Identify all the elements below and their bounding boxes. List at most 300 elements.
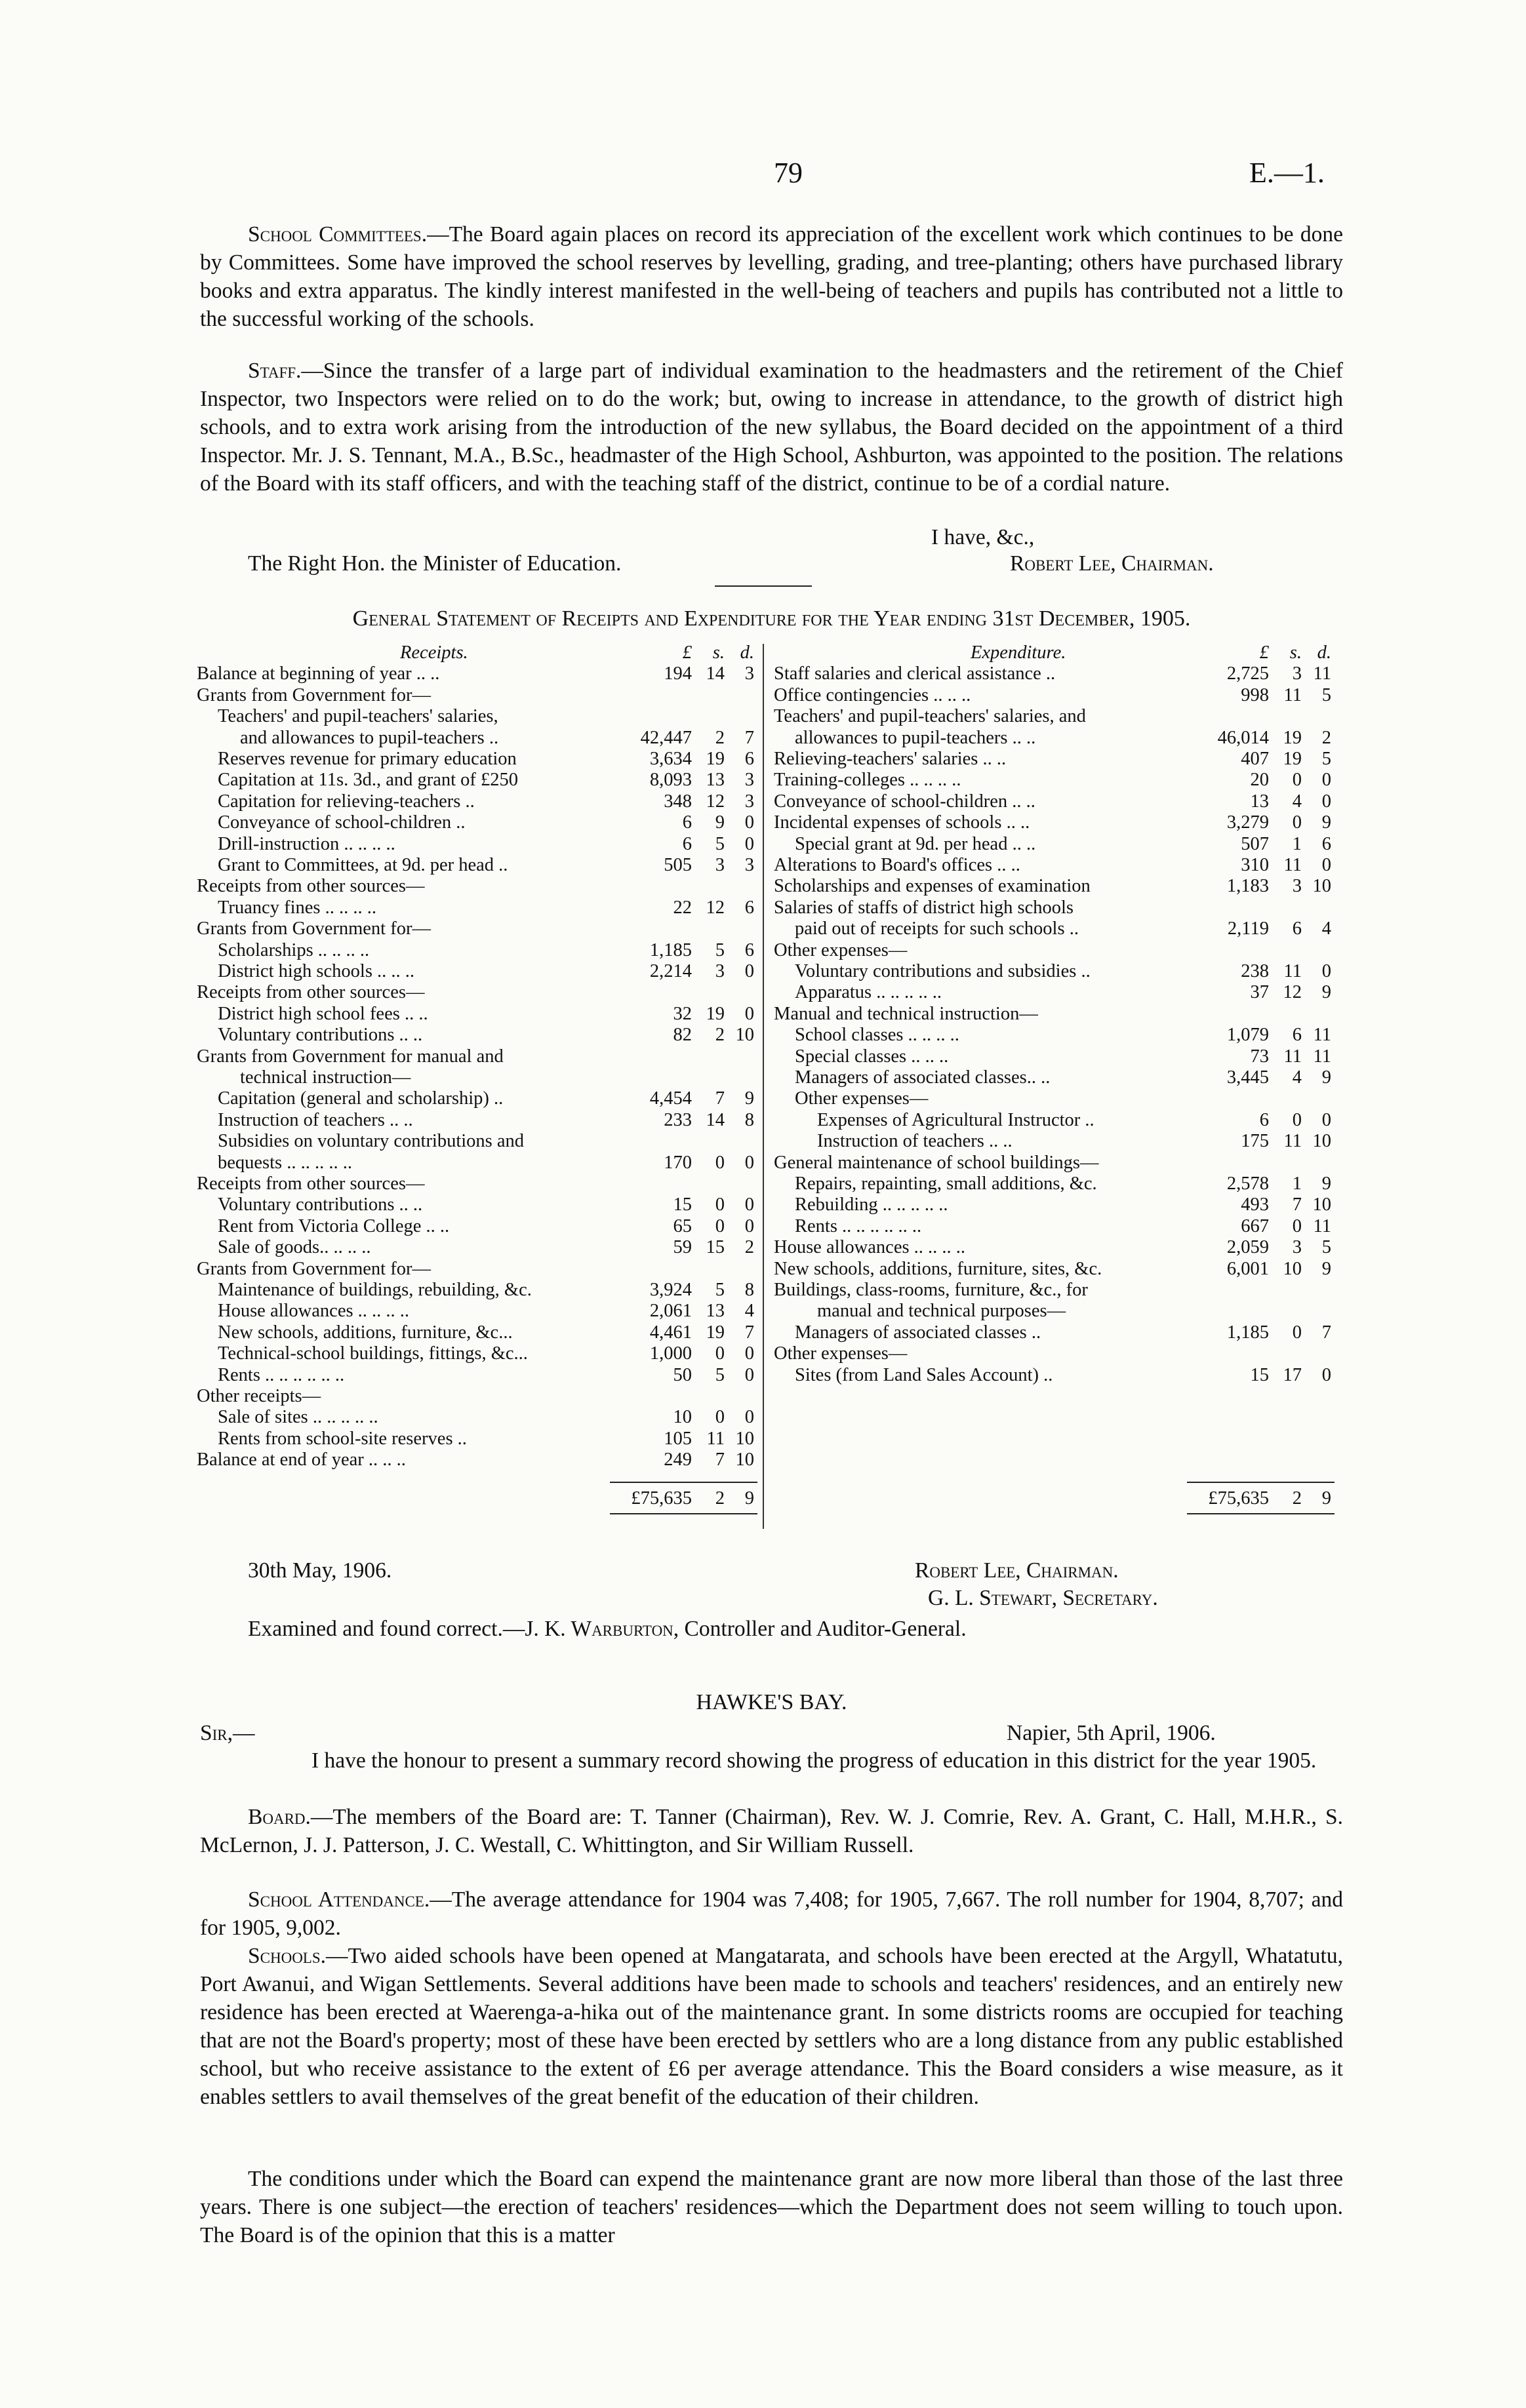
receipts-amount-pounds: 348 (664, 791, 692, 812)
expenditure-amount-shillings: 0 (1292, 812, 1302, 833)
expenditure-label: Special classes .. .. .. (795, 1046, 949, 1067)
receipts-label: New schools, additions, furniture, &c... (218, 1322, 513, 1343)
expenditure-row (774, 1280, 1331, 1301)
auditor-name: J. K. Warburton (525, 1617, 673, 1641)
receipts-label: Maintenance of buildings, rebuilding, &c. (218, 1280, 532, 1300)
receipts-label: technical instruction— (240, 1067, 411, 1088)
receipts-row (197, 1088, 754, 1109)
receipts-amount-pence: 3 (744, 855, 754, 875)
receipts-amount-pounds: 2,214 (649, 961, 692, 981)
expenditure-amount-pounds: 46,014 (1217, 728, 1269, 748)
expenditure-amount-pence: 0 (1321, 791, 1331, 812)
receipts-amount-shillings: 19 (706, 1004, 725, 1024)
expenditure-amount-pounds: 407 (1241, 749, 1269, 769)
receipts-label: Balance at beginning of year .. .. (197, 663, 440, 684)
receipts-row (197, 1131, 754, 1152)
receipts-amount-shillings: 5 (715, 1365, 725, 1385)
receipts-label: Other receipts— (197, 1386, 321, 1406)
expenditure-amount-shillings: 12 (1283, 982, 1302, 1002)
receipts-amount-pence: 3 (744, 791, 754, 812)
expenditure-amount-shillings: 11 (1283, 685, 1302, 705)
expenditure-amount-pounds: 73 (1250, 1046, 1269, 1067)
expenditure-label: Expenses of Agricultural Instructor .. (817, 1110, 1094, 1130)
staff-text: —Since the transfer of a large part of individual examination to the headmasters and the retirement of the Chief Inspector, two Inspectors were relied on to do the work; but, owing to increase in attendance, to the growth of district high schools, and to extra work arising from the introduction of the new syllabus, the Board decided on the appointment of a third Inspector. Mr. J. S. Tennant, M.A., B.Sc., headmaster of the High School, Ashburton, was appointed to the position. The relations of the Board with its staff officers, and with the teaching staff of the district, continue to be of a cordial nature. (200, 359, 1343, 496)
receipts-label: Drill-instruction .. .. .. .. (218, 834, 395, 854)
expenditure-row (774, 1216, 1331, 1237)
receipts-amount-pence: 2 (744, 1237, 754, 1257)
receipts-amount-pounds: 3,634 (649, 749, 692, 769)
expenditure-label: Other expenses— (774, 940, 908, 960)
expenditure-row (774, 855, 1331, 876)
expenditure-amount-pence: 11 (1313, 1216, 1331, 1236)
expenditure-label: Apparatus .. .. .. .. .. (795, 982, 942, 1002)
expenditure-amount-pence: 6 (1321, 834, 1331, 854)
receipts-label: Technical-school buildings, fittings, &c... (218, 1343, 528, 1364)
examined-line (248, 1615, 967, 1643)
receipts-amount-pounds: 65 (673, 1216, 692, 1236)
expenditure-amount-pence: 9 (1321, 1067, 1331, 1088)
expenditure-amount-pounds: 37 (1250, 982, 1269, 1002)
receipts-row (197, 812, 754, 833)
receipts-amount-pence: 9 (744, 1088, 754, 1109)
expenditure-amount-pence: 10 (1312, 1131, 1331, 1151)
expenditure-row (774, 834, 1331, 855)
expenditure-label: Repairs, repainting, small additions, &c. (795, 1174, 1097, 1194)
receipts-amount-shillings: 5 (715, 834, 725, 854)
expenditure-amount-pence: 10 (1312, 876, 1331, 896)
expenditure-label: Manual and technical instruction— (774, 1004, 1038, 1024)
receipts-label: Sale of goods.. .. .. .. (218, 1237, 371, 1257)
expenditure-label: Managers of associated classes.. .. (795, 1067, 1051, 1088)
receipts-amount-shillings: 9 (715, 812, 725, 833)
expenditure-label: Other expenses— (795, 1088, 929, 1109)
expenditure-total-pence: 9 (1321, 1488, 1331, 1509)
expenditure-amount-pence: 0 (1321, 1110, 1331, 1130)
staff-paragraph (200, 357, 1343, 498)
expenditure-row (774, 1004, 1331, 1025)
expenditure-label: School classes .. .. .. .. (795, 1025, 959, 1045)
receipts-amount-shillings: 0 (715, 1194, 725, 1215)
receipts-row (197, 1004, 754, 1025)
expenditure-amount-shillings: 11 (1283, 855, 1302, 875)
receipts-amount-pounds: 505 (664, 855, 692, 875)
expenditure-header: Expenditure. (971, 642, 1066, 663)
signatory: Robert Lee, Chairman. (1010, 551, 1214, 576)
expenditure-row (774, 770, 1331, 791)
receipts-row (197, 1067, 754, 1088)
expenditure-amount-pence: 11 (1313, 663, 1331, 684)
receipts-row (197, 728, 754, 749)
attendance-text: —The average attendance for 1904 was 7,408; for 1905, 7,667. The roll number for 1904, 8,707; and for 1905, 9,002. (200, 1887, 1343, 1940)
receipts-amount-pounds: 32 (673, 1004, 692, 1024)
pence-header: d. (1317, 642, 1331, 663)
expenditure-label: Special grant at 9d. per head .. .. (795, 834, 1036, 854)
expenditure-row (774, 1174, 1331, 1194)
expenditure-amount-shillings: 0 (1292, 1322, 1302, 1343)
receipts-row (197, 1110, 754, 1131)
receipts-label: Grants from Government for— (197, 918, 431, 939)
expenditure-row (774, 791, 1331, 812)
receipts-label: Rent from Victoria College .. .. (218, 1216, 450, 1236)
receipts-amount-pounds: 105 (664, 1429, 692, 1449)
expenditure-amount-pence: 11 (1313, 1025, 1331, 1045)
expenditure-label: Other expenses— (774, 1343, 908, 1364)
receipts-amount-shillings: 19 (706, 1322, 725, 1343)
receipts-row (197, 1046, 754, 1067)
receipts-row (197, 663, 754, 684)
receipts-row (197, 855, 754, 876)
receipts-amount-shillings: 3 (715, 855, 725, 875)
receipts-row (197, 961, 754, 982)
secretary-signature: G. L. Stewart, Secretary. (928, 1586, 1158, 1610)
receipts-amount-pounds: 1,000 (649, 1343, 692, 1364)
expenditure-row (774, 728, 1331, 749)
receipts-label: Capitation at 11s. 3d., and grant of £250 (218, 770, 519, 790)
receipts-label: District high school fees .. .. (218, 1004, 428, 1024)
receipts-amount-shillings: 3 (715, 961, 725, 981)
expenditure-amount-pounds: 20 (1250, 770, 1269, 790)
receipts-amount-pence: 0 (744, 812, 754, 833)
receipts-amount-pounds: 10 (673, 1407, 692, 1427)
expenditure-amount-pounds: 667 (1241, 1216, 1269, 1236)
receipts-amount-shillings: 7 (715, 1450, 725, 1470)
expenditure-row (774, 1322, 1331, 1343)
expenditure-amount-shillings: 3 (1292, 663, 1302, 684)
receipts-amount-pence: 0 (744, 834, 754, 854)
receipts-label: District high schools .. .. .. (218, 961, 415, 981)
expenditure-amount-pence: 0 (1321, 961, 1331, 981)
expenditure-amount-pounds: 2,725 (1226, 663, 1269, 684)
expenditure-row (774, 918, 1331, 939)
expenditure-label: Alterations to Board's offices .. .. (774, 855, 1020, 875)
expenditure-row (774, 1088, 1331, 1109)
expenditure-amount-pounds: 238 (1241, 961, 1269, 981)
expenditure-amount-pence: 9 (1321, 1259, 1331, 1279)
expenditure-amount-pence: 7 (1321, 1322, 1331, 1343)
receipts-amount-pounds: 6 (682, 834, 692, 854)
expenditure-row (774, 961, 1331, 982)
receipts-row (197, 1429, 754, 1450)
expenditure-label: Voluntary contributions and subsidies .. (795, 961, 1091, 981)
receipts-amount-shillings: 11 (706, 1429, 725, 1449)
receipts-amount-shillings: 5 (715, 940, 725, 960)
receipts-label: Voluntary contributions .. .. (218, 1194, 423, 1215)
expenditure-amount-pounds: 998 (1241, 685, 1269, 705)
receipts-row (197, 834, 754, 855)
expenditure-row (774, 876, 1331, 897)
addressee: The Right Hon. the Minister of Education. (248, 551, 622, 576)
receipts-label: Receipts from other sources— (197, 876, 425, 896)
attendance-paragraph (200, 1885, 1343, 1942)
receipts-amount-pence: 7 (744, 728, 754, 748)
receipts-amount-pounds: 42,447 (640, 728, 692, 748)
board-label: Board. (248, 1805, 311, 1829)
receipts-amount-pounds: 1,185 (649, 940, 692, 960)
auditor-title: , Controller and Auditor-General. (673, 1617, 967, 1641)
expenditure-row (774, 1025, 1331, 1046)
expenditure-amount-pence: 0 (1321, 855, 1331, 875)
receipts-row (197, 1450, 754, 1470)
expenditure-amount-shillings: 11 (1283, 1046, 1302, 1067)
receipts-amount-pence: 6 (744, 940, 754, 960)
salutation: Sir,— (200, 1721, 255, 1745)
expenditure-row (774, 812, 1331, 833)
receipts-total-pounds: £75,635 (631, 1488, 692, 1509)
receipts-amount-shillings: 7 (715, 1088, 725, 1109)
receipts-label: Capitation for relieving-teachers .. (218, 791, 475, 812)
expenditure-amount-shillings: 11 (1283, 1131, 1302, 1151)
expenditure-row (774, 706, 1331, 727)
expenditure-amount-pounds: 3,279 (1226, 812, 1269, 833)
pound-header: £ (1259, 642, 1269, 663)
receipts-row (197, 1280, 754, 1301)
board-paragraph (200, 1803, 1343, 1859)
expenditure-label: Scholarships and expenses of examination (774, 876, 1091, 896)
receipts-row (197, 1025, 754, 1046)
expenditure-amount-pounds: 6 (1259, 1110, 1269, 1130)
expenditure-row (774, 1194, 1331, 1215)
expenditure-label: manual and technical purposes— (817, 1301, 1066, 1321)
section-divider (715, 585, 812, 587)
expenditure-row (774, 1301, 1331, 1322)
receipts-row (197, 1322, 754, 1343)
receipts-amount-pounds: 6 (682, 812, 692, 833)
examined-prefix: Examined and found correct.— (248, 1617, 525, 1641)
expenditure-label: New schools, additions, furniture, sites, &c. (774, 1259, 1102, 1279)
receipts-label: Scholarships .. .. .. .. (218, 940, 370, 960)
expenditure-amount-pence: 5 (1321, 685, 1331, 705)
school-committees-paragraph (200, 220, 1343, 333)
receipts-label: Teachers' and pupil-teachers' salaries, (218, 706, 498, 726)
receipts-label: Grant to Committees, at 9d. per head .. (218, 855, 508, 875)
expenditure-label: Training-colleges .. .. .. .. (774, 770, 961, 790)
expenditure-amount-shillings: 7 (1292, 1194, 1302, 1215)
expenditure-amount-shillings: 6 (1292, 918, 1302, 939)
receipts-amount-pence: 10 (735, 1450, 754, 1470)
receipts-amount-pounds: 59 (673, 1237, 692, 1257)
expenditure-label: Rents .. .. .. .. .. .. (795, 1216, 922, 1236)
receipts-row (197, 876, 754, 897)
receipts-label: Grants from Government for— (197, 685, 431, 705)
receipts-amount-pounds: 15 (673, 1194, 692, 1215)
receipts-amount-shillings: 0 (715, 1153, 725, 1173)
receipts-row (197, 918, 754, 939)
expenditure-amount-pounds: 15 (1250, 1365, 1269, 1385)
expenditure-amount-pence: 9 (1321, 1174, 1331, 1194)
receipts-label: Grants from Government for manual and (197, 1046, 504, 1067)
expenditure-label: Incidental expenses of schools .. .. (774, 812, 1030, 833)
expenditure-amount-pounds: 6,001 (1226, 1259, 1269, 1279)
receipts-amount-shillings: 2 (715, 1025, 725, 1045)
receipts-amount-shillings: 5 (715, 1280, 725, 1300)
expenditure-row (774, 982, 1331, 1003)
receipts-row (197, 1237, 754, 1258)
receipts-amount-pence: 7 (744, 1322, 754, 1343)
expenditure-amount-shillings: 10 (1283, 1259, 1302, 1279)
receipts-row (197, 898, 754, 918)
expenditure-amount-pence: 5 (1321, 749, 1331, 769)
expenditure-amount-pounds: 1,183 (1226, 876, 1269, 896)
expenditure-amount-pounds: 175 (1241, 1131, 1269, 1151)
expenditure-row (774, 1131, 1331, 1152)
receipts-row (197, 1343, 754, 1364)
receipts-total-underline (610, 1513, 757, 1514)
expenditure-label: paid out of receipts for such schools .. (795, 918, 1079, 939)
receipts-label: Truancy fines .. .. .. .. (218, 898, 376, 918)
receipts-amount-pence: 0 (744, 1194, 754, 1215)
expenditure-amount-pence: 10 (1312, 1194, 1331, 1215)
receipts-label: House allowances .. .. .. .. (218, 1301, 410, 1321)
receipts-amount-pence: 8 (744, 1110, 754, 1130)
pence-header: d. (740, 642, 754, 663)
expenditure-total-underline (1187, 1513, 1335, 1514)
expenditure-label: Staff salaries and clerical assistance .. (774, 663, 1056, 684)
receipts-amount-pounds: 50 (673, 1365, 692, 1385)
school-committees-text: —The Board again places on record its appreciation of the excellent work which continues to be done by Committees. Some have improved the school reserves by levelling, grading, and tree-planting; others have purchased library books and extra apparatus. The kindly interest manifested in the well-being of teachers and pupils has contributed not a little to the successful working of the schools. (200, 222, 1343, 331)
receipts-amount-pounds: 233 (664, 1110, 692, 1130)
receipts-amount-pence: 0 (744, 1004, 754, 1024)
schools-label: Schools. (248, 1944, 327, 1968)
receipts-amount-pence: 6 (744, 749, 754, 769)
i-have-closing: I have, &c., (931, 525, 1035, 549)
receipts-label: bequests .. .. .. .. .. (218, 1153, 353, 1173)
expenditure-label: General maintenance of school buildings— (774, 1153, 1099, 1173)
expenditure-label: Instruction of teachers .. .. (817, 1131, 1013, 1151)
receipts-row (197, 749, 754, 770)
receipts-label: Instruction of teachers .. .. (218, 1110, 413, 1130)
receipts-amount-pence: 6 (744, 898, 754, 918)
receipts-amount-pounds: 22 (673, 898, 692, 918)
receipts-amount-pence: 3 (744, 770, 754, 790)
receipts-row (197, 1216, 754, 1237)
expenditure-amount-pounds: 2,059 (1226, 1237, 1269, 1257)
shilling-header: s. (712, 642, 725, 663)
receipts-label: Balance at end of year .. .. .. (197, 1450, 406, 1470)
receipts-row (197, 1301, 754, 1322)
receipts-row (197, 1259, 754, 1280)
expenditure-amount-pence: 9 (1321, 812, 1331, 833)
receipts-header: Receipts. (400, 642, 468, 663)
receipts-amount-pounds: 82 (673, 1025, 692, 1045)
receipts-row (197, 706, 754, 727)
receipts-amount-shillings: 13 (706, 770, 725, 790)
staff-label: Staff. (248, 359, 302, 383)
receipts-row (197, 1386, 754, 1407)
receipts-amount-pence: 4 (744, 1301, 754, 1321)
expenditure-amount-shillings: 6 (1292, 1025, 1302, 1045)
expenditure-amount-pounds: 2,578 (1226, 1174, 1269, 1194)
statement-title: General Statement of Receipts and Expenditure for the Year ending 31st December, 1905. (352, 606, 1191, 631)
receipts-amount-pence: 3 (744, 663, 754, 684)
column-divider (763, 644, 764, 1529)
receipts-amount-shillings: 12 (706, 898, 725, 918)
receipts-amount-pounds: 8,093 (649, 770, 692, 790)
receipts-label: and allowances to pupil-teachers .. (240, 728, 499, 748)
conditions-paragraph: The conditions under which the Board can expend the maintenance grant are now more liberal than those of the last three years. There is one subject—the erection of teachers' residences—which the Department does not seem willing to touch upon. The Board is of the opinion that this is a matter (200, 2167, 1343, 2247)
expenditure-amount-pounds: 13 (1250, 791, 1269, 812)
receipts-label: Conveyance of school-children .. (218, 812, 466, 833)
expenditure-amount-shillings: 11 (1283, 961, 1302, 981)
expenditure-amount-shillings: 1 (1292, 834, 1302, 854)
expenditure-amount-shillings: 4 (1292, 791, 1302, 812)
receipts-label: Voluntary contributions .. .. (218, 1025, 423, 1045)
receipts-total-pence: 9 (744, 1488, 754, 1509)
receipts-amount-pence: 8 (744, 1280, 754, 1300)
receipts-amount-pence: 0 (744, 1216, 754, 1236)
receipts-amount-shillings: 19 (706, 749, 725, 769)
receipts-amount-pounds: 2,061 (649, 1301, 692, 1321)
expenditure-row (774, 1153, 1331, 1174)
receipts-amount-pounds: 3,924 (649, 1280, 692, 1300)
receipts-amount-shillings: 0 (715, 1216, 725, 1236)
expenditure-label: Sites (from Land Sales Account) .. (795, 1365, 1053, 1385)
expenditure-amount-pence: 2 (1321, 728, 1331, 748)
receipts-amount-pence: 0 (744, 1343, 754, 1364)
expenditure-label: Rebuilding .. .. .. .. .. (795, 1194, 948, 1215)
receipts-label: Sale of sites .. .. .. .. .. (218, 1407, 378, 1427)
expenditure-amount-pounds: 2,119 (1227, 918, 1269, 939)
receipts-amount-shillings: 13 (706, 1301, 725, 1321)
expenditure-label: Conveyance of school-children .. .. (774, 791, 1035, 812)
intro-paragraph: I have the honour to present a summary record showing the progress of education in this district for the year 1905. (311, 1748, 1317, 1773)
receipts-amount-pence: 10 (735, 1025, 754, 1045)
expenditure-amount-shillings: 3 (1292, 1237, 1302, 1257)
receipts-header-row (197, 642, 754, 663)
receipts-amount-pence: 0 (744, 961, 754, 981)
receipts-row (197, 1365, 754, 1386)
expenditure-amount-pounds: 493 (1241, 1194, 1269, 1215)
expenditure-row (774, 1110, 1331, 1131)
expenditure-label: Salaries of staffs of district high schools (774, 898, 1074, 918)
receipts-total-rule (610, 1482, 757, 1483)
expenditure-total-pounds: £75,635 (1208, 1488, 1269, 1509)
receipts-label: Receipts from other sources— (197, 982, 425, 1002)
expenditure-amount-pounds: 507 (1241, 834, 1269, 854)
receipts-row (197, 1194, 754, 1215)
expenditure-amount-pence: 11 (1313, 1046, 1331, 1067)
expenditure-amount-shillings: 19 (1283, 728, 1302, 748)
expenditure-amount-shillings: 4 (1292, 1067, 1302, 1088)
attendance-label: School Attendance. (248, 1887, 430, 1912)
receipts-row (197, 1153, 754, 1174)
expenditure-label: Office contingencies .. .. .. (774, 685, 971, 705)
receipts-amount-shillings: 12 (706, 791, 725, 812)
receipts-amount-shillings: 0 (715, 1407, 725, 1427)
expenditure-amount-pence: 9 (1321, 982, 1331, 1002)
expenditure-amount-pounds: 310 (1241, 855, 1269, 875)
receipts-label: Rents .. .. .. .. .. .. (218, 1365, 345, 1385)
school-committees-label: School Committees. (248, 222, 428, 247)
expenditure-label: Teachers' and pupil-teachers' salaries, and (774, 706, 1086, 726)
expenditure-row (774, 1365, 1331, 1386)
expenditure-amount-pounds: 3,445 (1226, 1067, 1269, 1088)
shilling-header: s. (1289, 642, 1302, 663)
receipts-amount-shillings: 14 (706, 1110, 725, 1130)
receipts-row (197, 770, 754, 791)
expenditure-label: Managers of associated classes .. (795, 1322, 1041, 1343)
chairman-signature: Robert Lee, Chairman. (915, 1558, 1119, 1583)
receipts-amount-shillings: 2 (715, 728, 725, 748)
page-reference: E.—1. (1249, 157, 1325, 189)
expenditure-row (774, 1067, 1331, 1088)
expenditure-label: Buildings, class-rooms, furniture, &c., for (774, 1280, 1088, 1300)
expenditure-amount-pounds: 1,185 (1226, 1322, 1269, 1343)
expenditure-amount-shillings: 17 (1283, 1365, 1302, 1385)
expenditure-row (774, 898, 1331, 918)
expenditure-amount-shillings: 0 (1292, 1110, 1302, 1130)
expenditure-label: allowances to pupil-teachers .. .. (795, 728, 1036, 748)
place-date: Napier, 5th April, 1906. (1007, 1721, 1216, 1745)
